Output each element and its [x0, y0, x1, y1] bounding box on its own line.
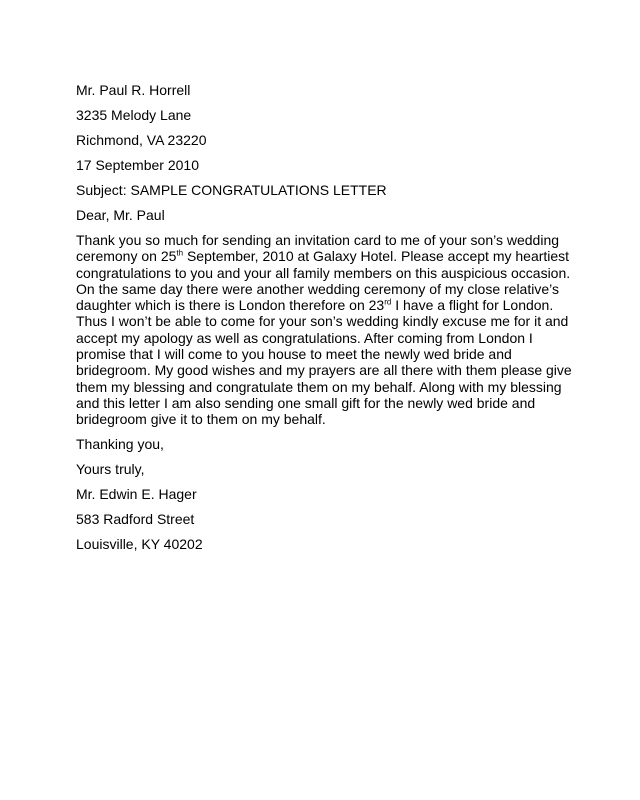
- letter-subject: Subject: SAMPLE CONGRATULATIONS LETTER: [76, 182, 387, 198]
- letter-content: [76, 82, 576, 561]
- letter-body: [76, 232, 576, 428]
- signer-street: 583 Radford Street: [76, 510, 195, 527]
- letter-date: 17 September 2010: [76, 157, 199, 173]
- sender-city: Richmond, VA 23220: [76, 132, 207, 148]
- sender-street: 3235 Melody Lane: [76, 107, 192, 123]
- body-text-part-3: I have a flight for London. Thus I won’t be able to come for your son’s wedding kindly excuse me for it and accept my apology as well as congratulations. After coming from London I promise that I will come to you house to meet the newly wed bride and bridegroom. My good wishes and my prayers are all there with them please give them my blessing and congratulate them on my behalf. Along with my blessing and this letter I am also sending one small gift for the newly wed bride and bridegroom give it to them on my behalf.: [76, 297, 572, 428]
- ordinal-suffix-1: th: [176, 248, 184, 258]
- signer-name: Mr. Edwin E. Hager: [76, 485, 197, 502]
- signer-city: Louisville, KY 40202: [76, 535, 203, 552]
- sender-name: Mr. Paul R. Horrell: [76, 82, 191, 98]
- body-text-part-1: Thank you so much for sending an invitation card to me of your son’s wedding ceremony on 25: [76, 232, 560, 265]
- body-text-part-2: September, 2010 at Galaxy Hotel. Please accept my heartiest congratulations to you and your all family members on this auspicious occasion. On the same day there were another wedding ceremony of my close relative’s daughter which is there is London therefore on 23: [76, 248, 571, 314]
- closing-thanks: Thanking you,: [76, 435, 164, 452]
- salutation: Dear, Mr. Paul: [76, 207, 165, 223]
- ordinal-suffix-2: rd: [384, 297, 392, 307]
- closing-signoff: Yours truly,: [76, 460, 145, 477]
